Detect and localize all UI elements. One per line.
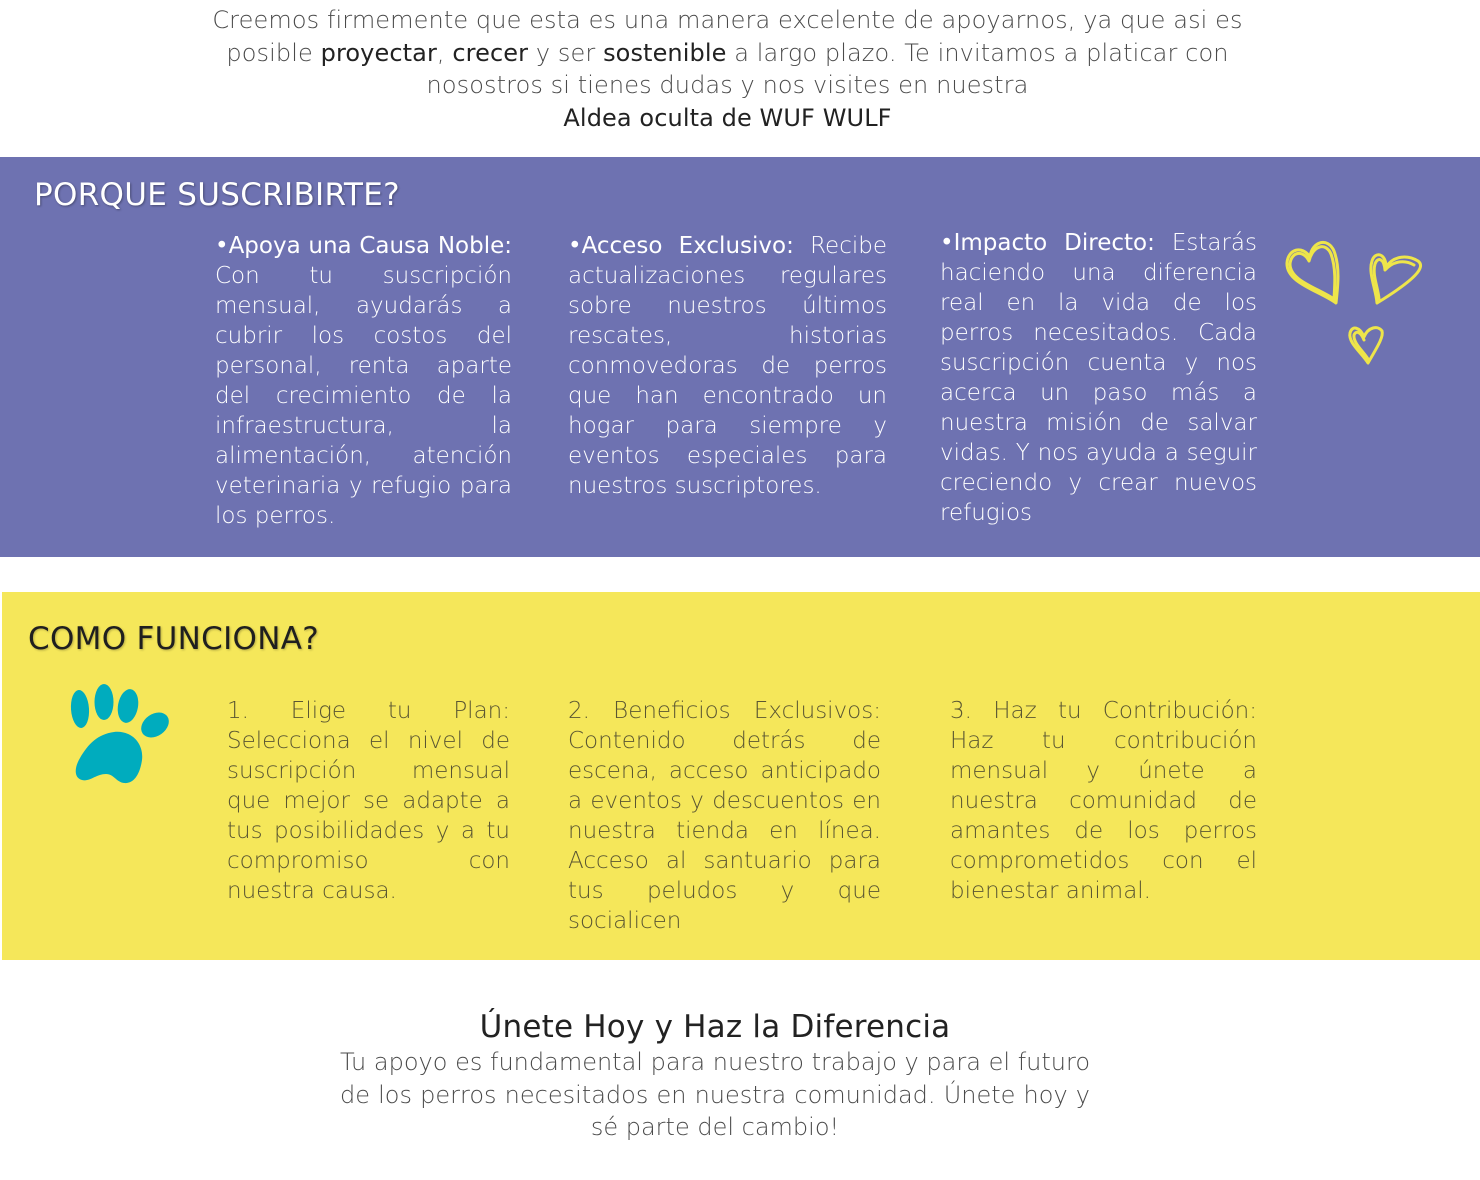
keyword-proyectar: proyectar — [320, 38, 437, 67]
benefit-direct-impact-lead: •Impacto Directo: — [940, 230, 1155, 256]
paw-print-icon — [68, 684, 172, 786]
join-body: Tu apoyo es fundamental para nuestro trabajo y para el futuro de los perros necesitados en nuestra comunidad. Únete hoy y sé parte del cambio! — [340, 1048, 1090, 1141]
keyword-crecer: crecer — [452, 38, 529, 67]
intro-paragraph — [200, 4, 1255, 134]
hearts-icon — [1280, 233, 1430, 373]
benefit-exclusive-access — [568, 231, 887, 501]
intro-sep-1: , — [436, 38, 453, 67]
intro-text-1: Creemos firmemente que esta es una manera excelente de apoyarnos, ya que asi es posible — [212, 6, 1243, 67]
village-name: Aldea oculta de WUF WULF — [563, 103, 892, 132]
keyword-sostenible: sostenible — [603, 38, 727, 67]
step-choose-plan-body: Selecciona el nivel de suscripción mensual que mejor se adapte a tus posibilidades y a tu compromiso con nuestra causa. — [227, 728, 510, 904]
benefit-exclusive-access-lead: •Acceso Exclusivo: — [568, 233, 794, 259]
benefit-noble-cause — [215, 231, 512, 531]
intro-text-2: y ser — [528, 38, 604, 67]
step-choose-plan-lead: 1. Elige tu Plan: — [227, 698, 510, 724]
intro-text-3: a largo plazo. Te invitamos a platicar con nosostros si tienes dudas y nos visites en nuestra — [426, 38, 1229, 99]
step-exclusive-benefits-lead: 2. Beneficios Exclusivos: — [568, 698, 881, 724]
benefit-exclusive-access-body: Recibe actualizaciones regulares sobre nuestros últimos rescates, historias conmovedoras de perros que han encontrado un hogar para siempre y eventos especiales para nuestros suscriptores. — [568, 233, 887, 499]
join-title: Únete Hoy y Haz la Diferencia — [479, 1009, 951, 1045]
benefit-noble-cause-lead: •Apoya una Causa Noble: — [215, 233, 512, 259]
benefit-direct-impact-body: Estarás haciendo una diferencia real en la vida de los perros necesitados. Cada suscripción cuenta y nos acerca un paso más a nuestra misión de salvar vidas. Y nos ayuda a seguir creciendo y crear nuevos refugios — [940, 230, 1257, 526]
benefit-noble-cause-body: Con tu suscripción mensual, ayudarás a cubrir los costos del personal, renta aparte del crecimiento de la infraestructura, la alimentación, atención veterinaria y refugio para los perros. — [215, 263, 512, 529]
benefit-direct-impact — [940, 228, 1257, 528]
step-choose-plan — [227, 696, 510, 906]
why-subscribe-title: PORQUE SUSCRIBIRTE? — [34, 177, 400, 213]
step-contribution-lead: 3. Haz tu Contribución: — [950, 698, 1257, 724]
how-it-works-title: COMO FUNCIONA? — [28, 621, 319, 657]
join-section — [340, 1008, 1090, 1144]
step-exclusive-benefits — [568, 696, 881, 936]
step-contribution-body: Haz tu contribución mensual y únete a nuestra comunidad de amantes de los perros comprometidos con el bienestar animal. — [950, 728, 1257, 904]
step-contribution — [950, 696, 1257, 906]
step-exclusive-benefits-body: Contenido detrás de escena, acceso anticipado a eventos y descuentos en nuestra tienda en línea. Acceso al santuario para tus peludos y que socialicen — [568, 728, 881, 934]
